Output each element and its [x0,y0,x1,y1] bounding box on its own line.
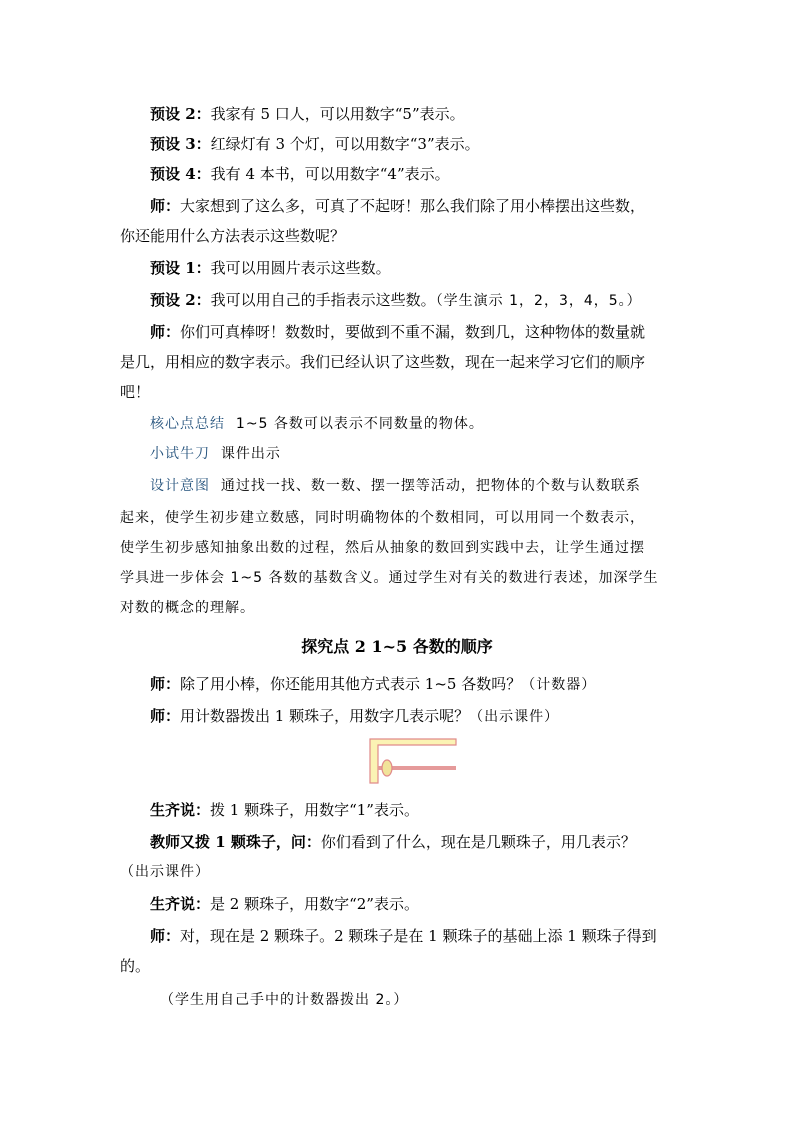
teacher-q1: 师：除了用小棒，你还能用其他方式表示 1~5 各数吗？（计数器） [150,675,597,693]
teacher-explain-cont: 的。 [120,957,151,975]
design-intent-line-2: 起来，使学生初步建立数感，同时明确物体的个数相同，可以用同一个数表示， [120,510,645,526]
design-intent-line-3: 使学生初步感知抽象出数的过程，然后从抽象的数回到实践中去，让学生通过摆 [120,540,645,556]
teacher-line: 师：大家想到了这么多，可真了不起呀！那么我们除了用小棒摆出这些数， [150,197,646,215]
preset-3-line: 预设 3：红绿灯有 3 个灯，可以用数字“3”表示。 [150,135,480,153]
teacher-line-cont: 你还能用什么方法表示这些数呢？ [120,227,346,245]
counter-frame [370,739,456,783]
teacher-praise-cont-2: 吧！ [120,383,151,401]
section-title: 探究点 2 1~5 各数的顺序 [301,637,493,656]
practice-line: 小试牛刀 课件出示 [150,446,281,462]
teacher-praise-line: 师：你们可真棒呀！数数时，要做到不重不漏，数到几，这种物体的数量就 [150,323,646,341]
preset-4-line: 预设 4：我有 4 本书，可以用数字“4”表示。 [150,165,450,183]
teacher-action: 教师又拨 1 颗珠子，问：你们看到了什么，现在是几颗珠子，用几表示？ [150,833,636,851]
students-say-1: 生齐说：拨 1 颗珠子，用数字“1”表示。 [150,801,419,819]
preset-2b-line: 预设 2：我可以用自己的手指表示这些数。（学生演示 1，2，3，4，5。） [150,291,642,309]
abacus-counter-image [368,737,458,787]
preset-1-line: 预设 1：我可以用圆片表示这些数。 [150,259,391,277]
bead-icon [382,760,392,776]
preset-2-line: 预设 2：我家有 5 口人，可以用数字“5”表示。 [150,105,465,123]
teacher-q2: 师：用计数器拨出 1 颗珠子，用数字几表示呢？（出示课件） [150,707,560,725]
design-intent-line-5: 对数的概念的理解。 [120,600,255,616]
teacher-praise-cont-1: 是几，用相应的数字表示。我们已经认识了这些数，现在一起来学习它们的顺序 [120,353,646,371]
teacher-explain: 师：对，现在是 2 颗珠子。2 颗珠子是在 1 颗珠子的基础上添 1 颗珠子得到 [150,927,657,945]
students-say-2: 生齐说：是 2 颗珠子，用数字“2”表示。 [150,895,419,913]
teacher-action-note: （出示课件） [120,864,210,880]
design-intent-line-4: 学具进一步体会 1~5 各数的基数含义。通过学生对有关的数进行表述，加深学生 [120,570,659,586]
design-intent-line-1: 设计意图 通过找一找、数一数、摆一摆等活动，把物体的个数与认数联系 [150,478,641,494]
core-summary: 核心点总结 1~5 各数可以表示不同数量的物体。 [150,416,484,432]
student-activity-note: （学生用自己手中的计数器拨出 2。） [160,992,409,1008]
